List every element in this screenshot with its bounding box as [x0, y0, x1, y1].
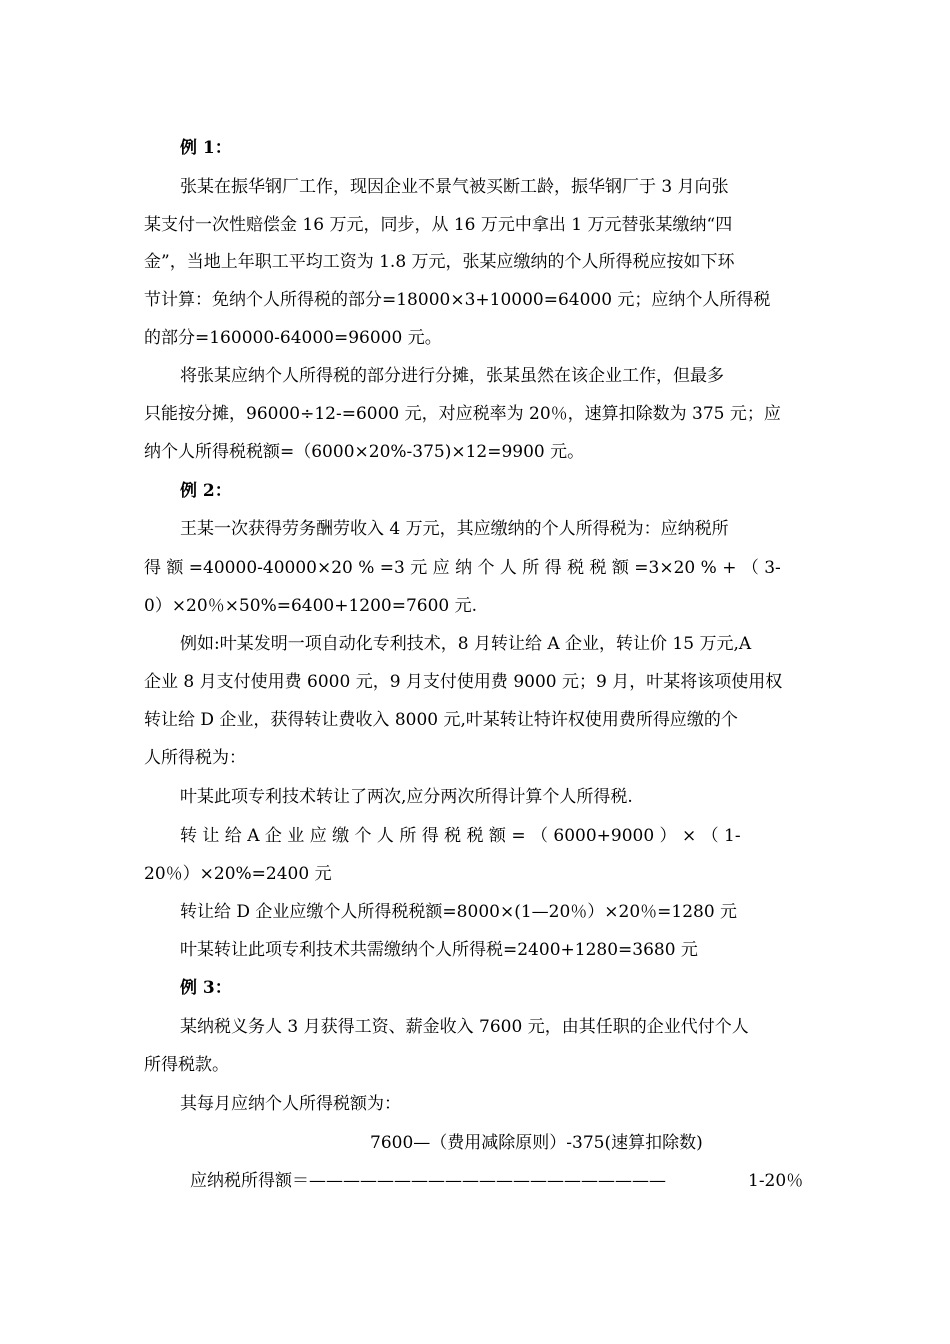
paragraph-line: 转让给 D 企业应缴个人所得税税额=8000×(1—20％）×20％=1280 元 — [180, 902, 738, 922]
paragraph-line: 0）×20％×50%=6400+1200=7600 元. — [144, 596, 478, 616]
paragraph-line: 所得税款。 — [144, 1055, 229, 1075]
paragraph-line: 纳个人所得税税额=（6000×20%-375)×12=9900 元。 — [144, 442, 585, 462]
paragraph-line: 转让给 D 企业，获得转让费收入 8000 元,叶某转让特许权使用费所得应缴的个 — [144, 710, 738, 730]
paragraph-line: 转 让 给 A 企 业 应 缴 个 人 所 得 税 税 额 = （ 6000+9000 ） × （ 1- — [180, 826, 741, 846]
formula-numerator: 7600—（费用减除原则）-375(速算扣除数) — [370, 1133, 703, 1153]
paragraph-line: 的部分=160000-64000=96000 元。 — [144, 328, 442, 348]
example-1-heading: 例 1： — [180, 138, 232, 158]
paragraph-line: 金”，当地上年职工平均工资为 1.8 万元，张某应缴纳的个人所得税应按如下环 — [144, 252, 735, 272]
paragraph-line: 人所得税为： — [144, 748, 246, 768]
paragraph-line: 王某一次获得劳务酬劳收入 4 万元，其应缴纳的个人所得税为：应纳税所 — [180, 519, 729, 539]
paragraph-line: 叶某转让此项专利技术共需缴纳个人所得税=2400+1280=3680 元 — [180, 940, 698, 960]
paragraph-line: 企业 8 月支付使用费 6000 元，9 月支付使用费 9000 元；9 月，叶某将该项使用权 — [144, 672, 783, 692]
example-3-heading: 例 3： — [180, 978, 232, 998]
example-2-heading: 例 2： — [180, 481, 232, 501]
paragraph-line: 其每月应纳个人所得税额为： — [180, 1094, 401, 1114]
formula-denominator: 1-20％ — [748, 1171, 804, 1191]
paragraph-line: 某纳税义务人 3 月获得工资、薪金收入 7600 元，由其任职的企业代付个人 — [180, 1017, 749, 1037]
paragraph-line: 只能按分摊，96000÷12-=6000 元，对应税率为 20％，速算扣除数为 375 元；应 — [144, 404, 781, 424]
paragraph-line: 某支付一次性赔偿金 16 万元，同步，从 16 万元中拿出 1 万元替张某缴纳“四 — [144, 215, 733, 235]
paragraph-line: 节计算：免纳个人所得税的部分=18000×3+10000=64000 元；应纳个人所得税 — [144, 290, 771, 310]
paragraph-line: 叶某此项专利技术转让了两次,应分两次所得计算个人所得税. — [180, 787, 633, 807]
formula-label: 应纳税所得额＝————————————————————— — [190, 1171, 666, 1191]
paragraph-line: 得 额 =40000-40000×20 % =3 元 应 纳 个 人 所 得 税 税 额 =3×20 % + （ 3- — [144, 558, 781, 578]
paragraph-line: 20％）×20%=2400 元 — [144, 864, 332, 884]
paragraph-line: 例如:叶某发明一项自动化专利技术，8 月转让给 A 企业，转让价 15 万元,A — [180, 634, 752, 654]
paragraph-line: 张某在振华钢厂工作，现因企业不景气被买断工龄，振华钢厂于 3 月向张 — [180, 177, 729, 197]
paragraph-line: 将张某应纳个人所得税的部分进行分摊，张某虽然在该企业工作，但最多 — [180, 366, 724, 386]
